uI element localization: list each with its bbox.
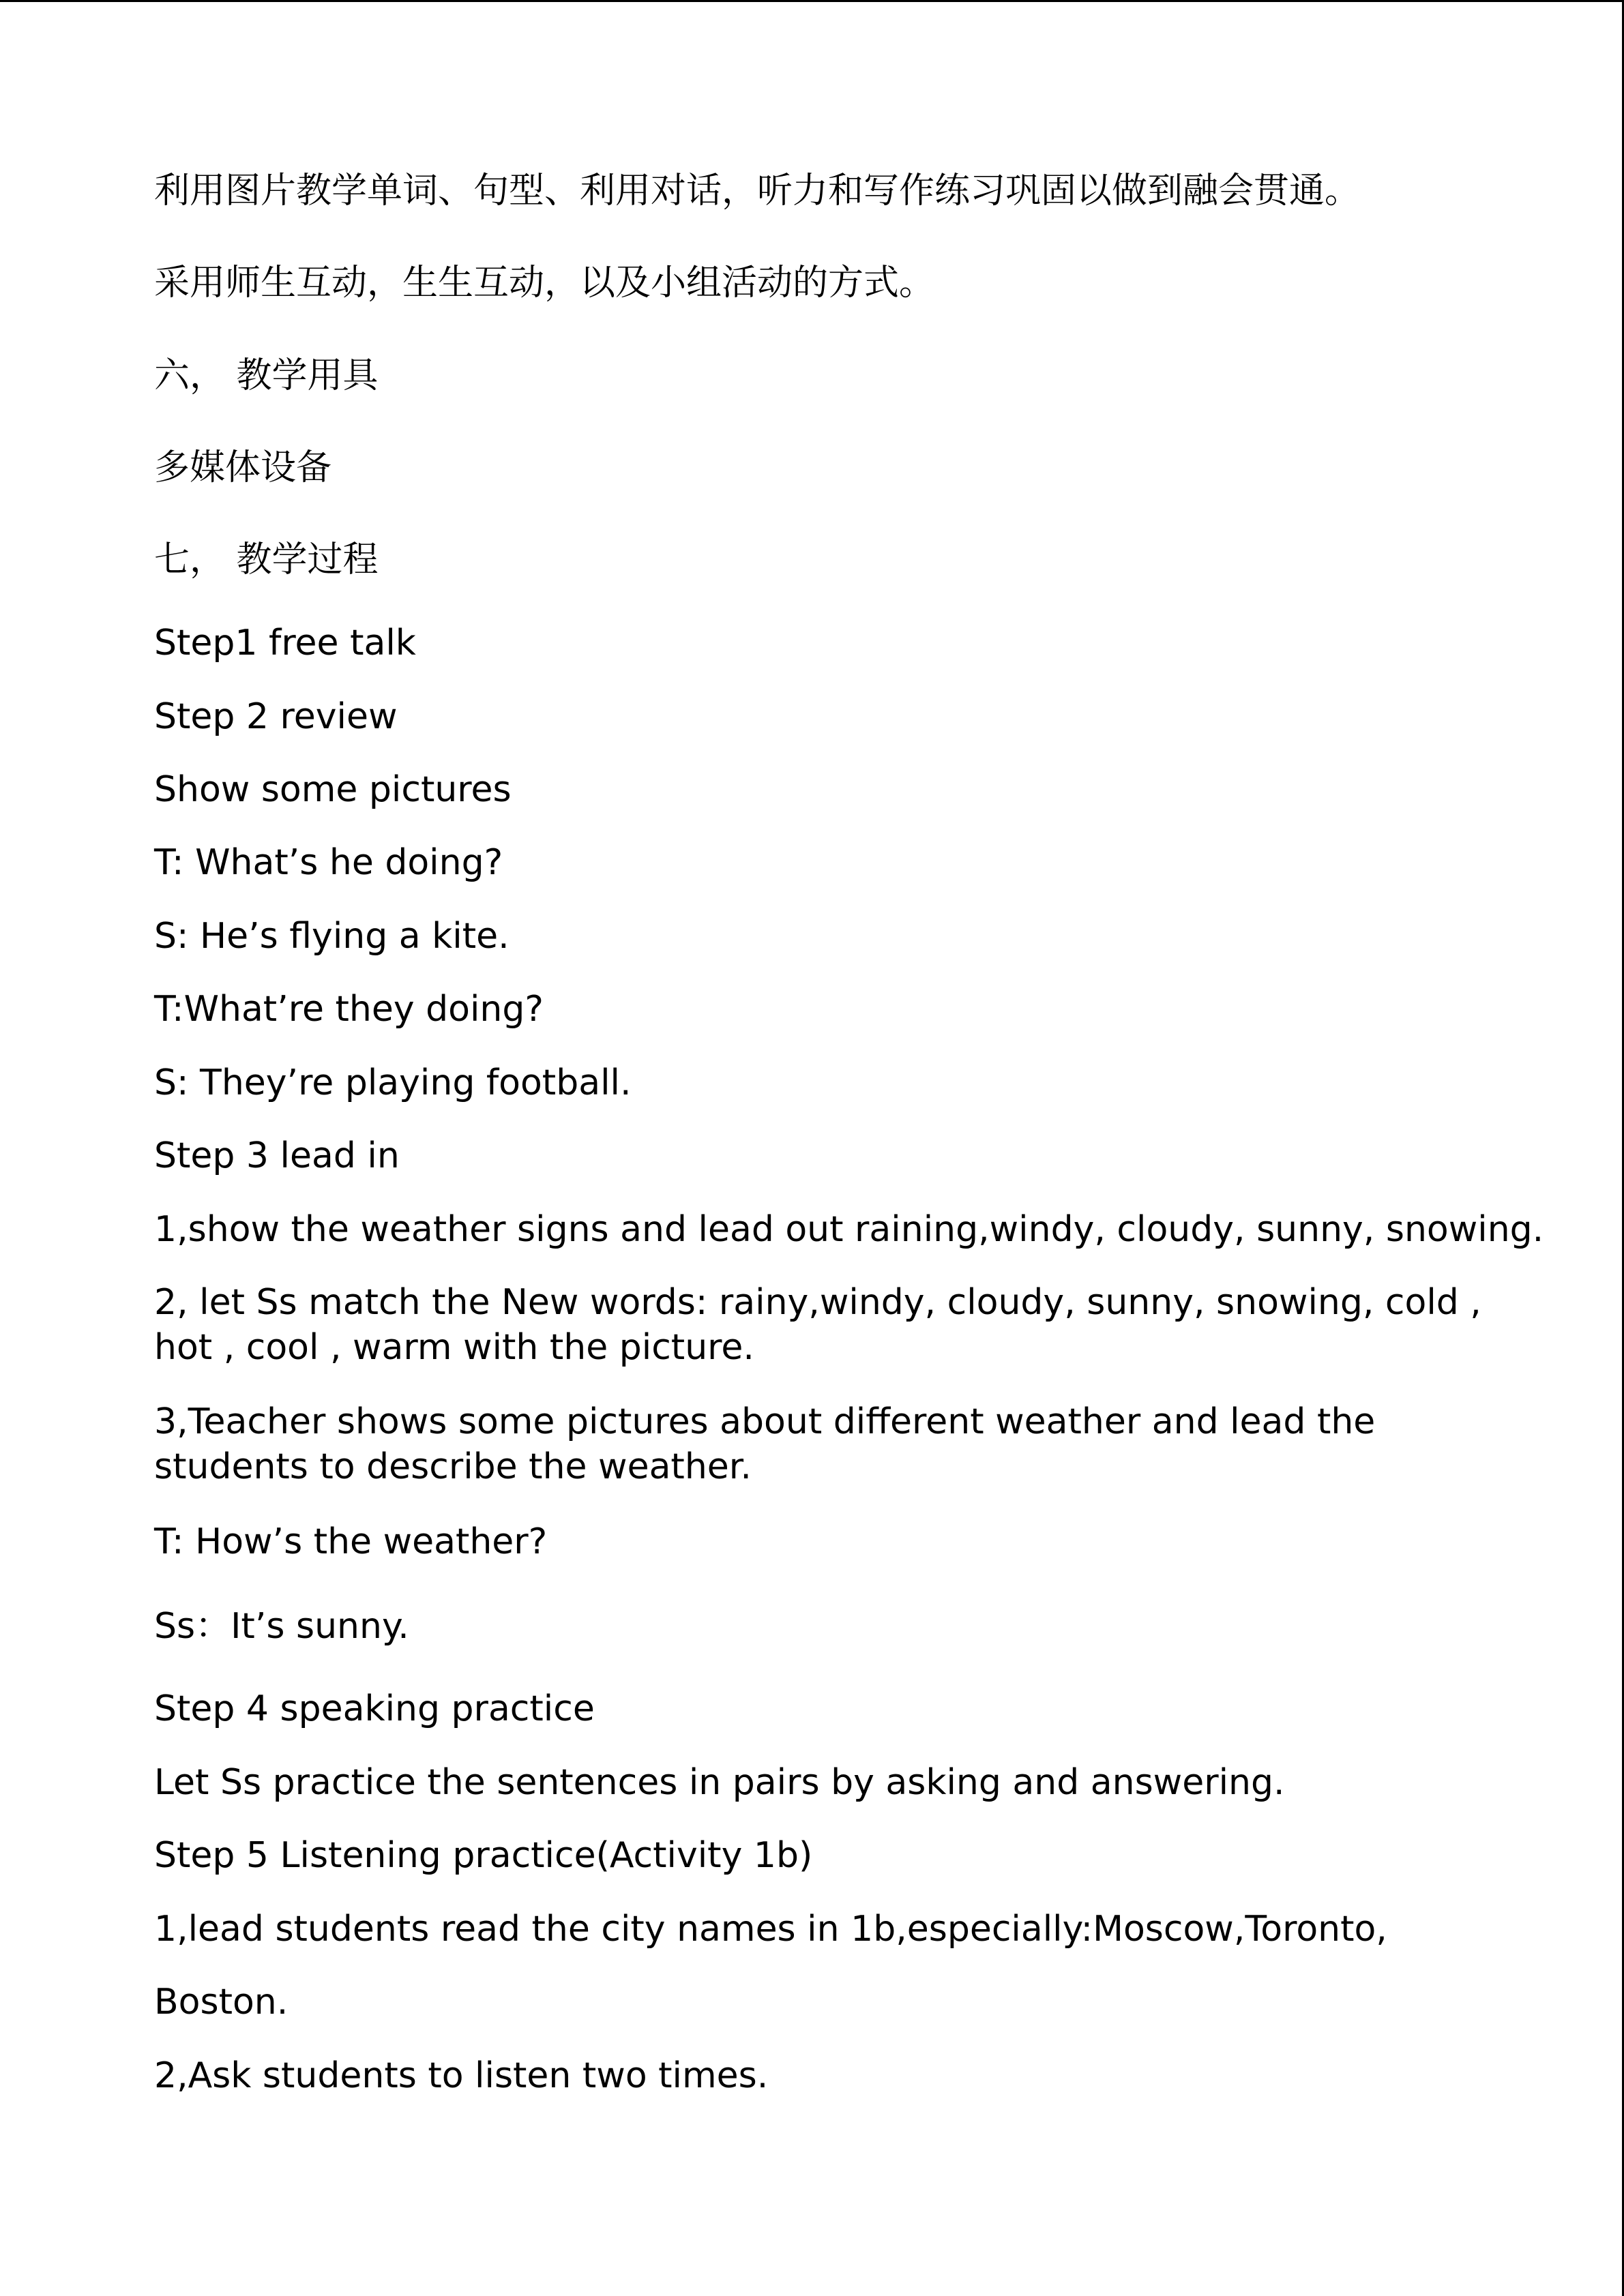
- step-3-heading: Step 3 lead in: [154, 1135, 400, 1176]
- step-5-heading: Step 5 Listening practice(Activity 1b): [154, 1835, 813, 1876]
- step-5-item-1-continued: Boston.: [154, 1982, 289, 2023]
- dialogue-line-student-2: S: They’re playing football.: [154, 1062, 632, 1103]
- step-4-instruction: Let Ss practice the sentences in pairs by asking and answering.: [154, 1762, 1285, 1803]
- step-3-item-3: 3,Teacher shows some pictures about different weather and lead the students to describe the weather.: [154, 1401, 1376, 1487]
- dialogue-line-student-1: S: He’s flying a kite.: [154, 916, 510, 957]
- dialogue-line-teacher-2: T:What’re they doing?: [154, 989, 544, 1030]
- step-4-heading: Step 4 speaking practice: [154, 1688, 595, 1729]
- section-heading-teaching-aids: 六， 教学用具: [154, 355, 379, 396]
- step-3-item-2: 2, let Ss match the New words: rainy,windy, cloudy, sunny, snowing, cold , hot , cool , warm with the picture.: [154, 1282, 1481, 1368]
- step-5-item-2: 2,Ask students to listen two times.: [154, 2055, 769, 2096]
- dialogue-line-students-3: Ss：It’s sunny.: [154, 1606, 409, 1647]
- method-paragraph: 利用图片教学单词、句型、利用对话，听力和写作练习巩固以做到融会贯通。: [154, 170, 1361, 211]
- step-5-item-1: 1,lead students read the city names in 1b,especially:Moscow,Toronto,: [154, 1909, 1387, 1950]
- dialogue-line-teacher-1: T: What’s he doing?: [154, 842, 503, 883]
- section-heading-teaching-process: 七， 教学过程: [154, 539, 379, 580]
- step-1-heading: Step1 free talk: [154, 623, 416, 664]
- interaction-paragraph: 采用师生互动，生生互动，以及小组活动的方式。: [154, 263, 935, 303]
- teaching-aids-text: 多媒体设备: [154, 447, 332, 488]
- step-2-heading: Step 2 review: [154, 696, 398, 737]
- page-border-top: [0, 0, 1624, 2]
- step-3-item-1: 1,show the weather signs and lead out raining,windy, cloudy, sunny, snowing.: [154, 1209, 1544, 1250]
- step-2-instruction: Show some pictures: [154, 769, 512, 810]
- dialogue-line-teacher-3: T: How’s the weather?: [154, 1521, 548, 1562]
